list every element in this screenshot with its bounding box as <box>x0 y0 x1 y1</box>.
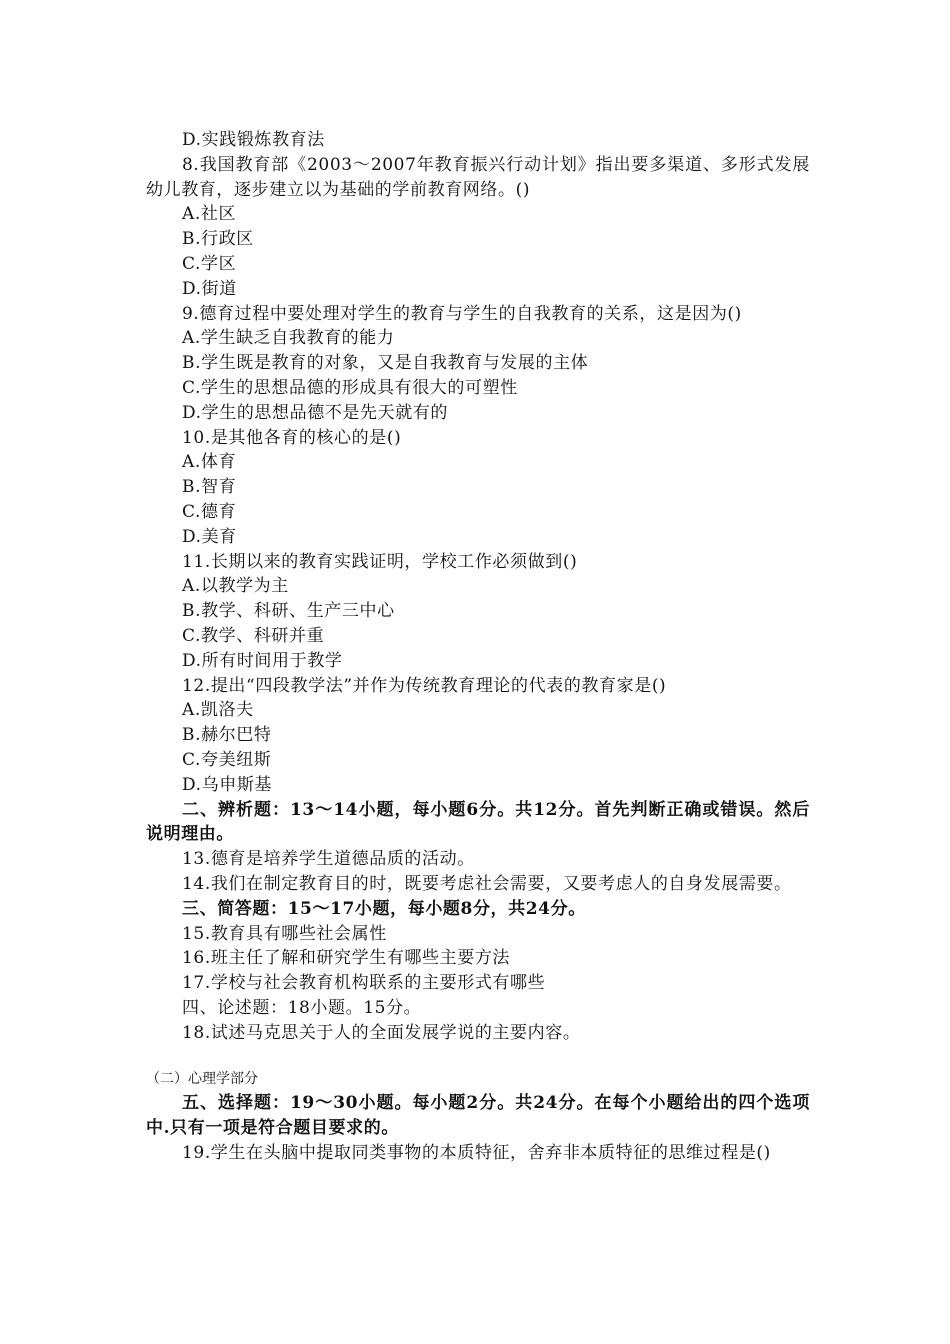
question-15: 15.教育具有哪些社会属性 <box>182 923 387 944</box>
question-10: 10.是其他各育的核心的是() <box>182 427 402 448</box>
question-12: 12.提出“四段教学法”并作为传统教育理论的代表的教育家是() <box>182 675 667 696</box>
question-17: 17.学校与社会教育机构联系的主要形式有哪些 <box>182 973 546 994</box>
question-11: 11.长期以来的教育实践证明，学校工作必须做到() <box>182 551 578 572</box>
q10-option-b: B.智育 <box>182 477 237 498</box>
q12-option-c: C.夸美纽斯 <box>182 749 272 770</box>
q12-option-d: D.乌申斯基 <box>182 774 273 795</box>
q10-option-d: D.美育 <box>182 526 237 547</box>
q8-option-b: B.行政区 <box>182 229 254 250</box>
question-14: 14.我们在制定教育目的时，既要考虑社会需要，又要考虑人的自身发展需要。 <box>182 873 792 894</box>
question-13: 13.德育是培养学生道德品质的活动。 <box>182 849 475 870</box>
question-16: 16.班主任了解和研究学生有哪些主要方法 <box>182 948 511 969</box>
spacer <box>146 1045 810 1067</box>
q11-option-b: B.教学、科研、生产三中心 <box>182 601 395 622</box>
q9-option-a: A.学生缺乏自我教育的能力 <box>182 328 395 349</box>
q8-option-d: D.街道 <box>182 278 237 299</box>
q12-option-a: A.凯洛夫 <box>182 700 254 721</box>
q9-option-c: C.学生的思想品德的形成具有很大的可塑性 <box>182 377 518 398</box>
section-5-heading: 五、选择题：19～30小题。每小题2分。共24分。在每个小题给出的四个选项中.只有一项是符合题目要求的。 <box>146 1093 810 1139</box>
question-8: 8.我国教育部《2003～2007年教育振兴行动计划》指出要多渠道、多形式发展幼儿教育，逐步建立以为基础的学前教育网络。() <box>146 154 810 200</box>
q11-option-d: D.所有时间用于教学 <box>182 650 343 671</box>
q10-option-c: C.德育 <box>182 501 237 522</box>
q11-option-a: A.以教学为主 <box>182 576 289 597</box>
q11-option-c: C.教学、科研并重 <box>182 625 325 646</box>
q8-option-c: C.学区 <box>182 253 237 274</box>
section-2-heading: 二、辨析题：13～14小题，每小题6分。共12分。首先判断正确或错误。然后说明理由。 <box>146 799 810 845</box>
q9-option-d: D.学生的思想品德不是先天就有的 <box>182 402 449 423</box>
question-19: 19.学生在头脑中提取同类事物的本质特征，舍弃非本质特征的思维过程是() <box>182 1143 771 1164</box>
question-18: 18.试述马克思关于人的全面发展学说的主要内容。 <box>182 1022 581 1043</box>
option-d-q7: D.实践锻炼教育法 <box>182 130 325 150</box>
document-page <box>146 128 810 1166</box>
section-4-heading: 四、论述题：18小题。15分。 <box>182 997 422 1018</box>
q10-option-a: A.体育 <box>182 452 237 473</box>
q12-option-b: B.赫尔巴特 <box>182 725 272 746</box>
section-3-heading: 三、简答题：15～17小题，每小题8分，共24分。 <box>182 898 586 919</box>
question-9: 9.德育过程中要处理对学生的教育与学生的自我教育的关系，这是因为() <box>182 303 742 324</box>
q9-option-b: B.学生既是教育的对象，又是自我教育与发展的主体 <box>182 353 589 374</box>
q8-option-a: A.社区 <box>182 204 237 225</box>
part-2-title: （二）心理学部分 <box>146 1071 258 1088</box>
